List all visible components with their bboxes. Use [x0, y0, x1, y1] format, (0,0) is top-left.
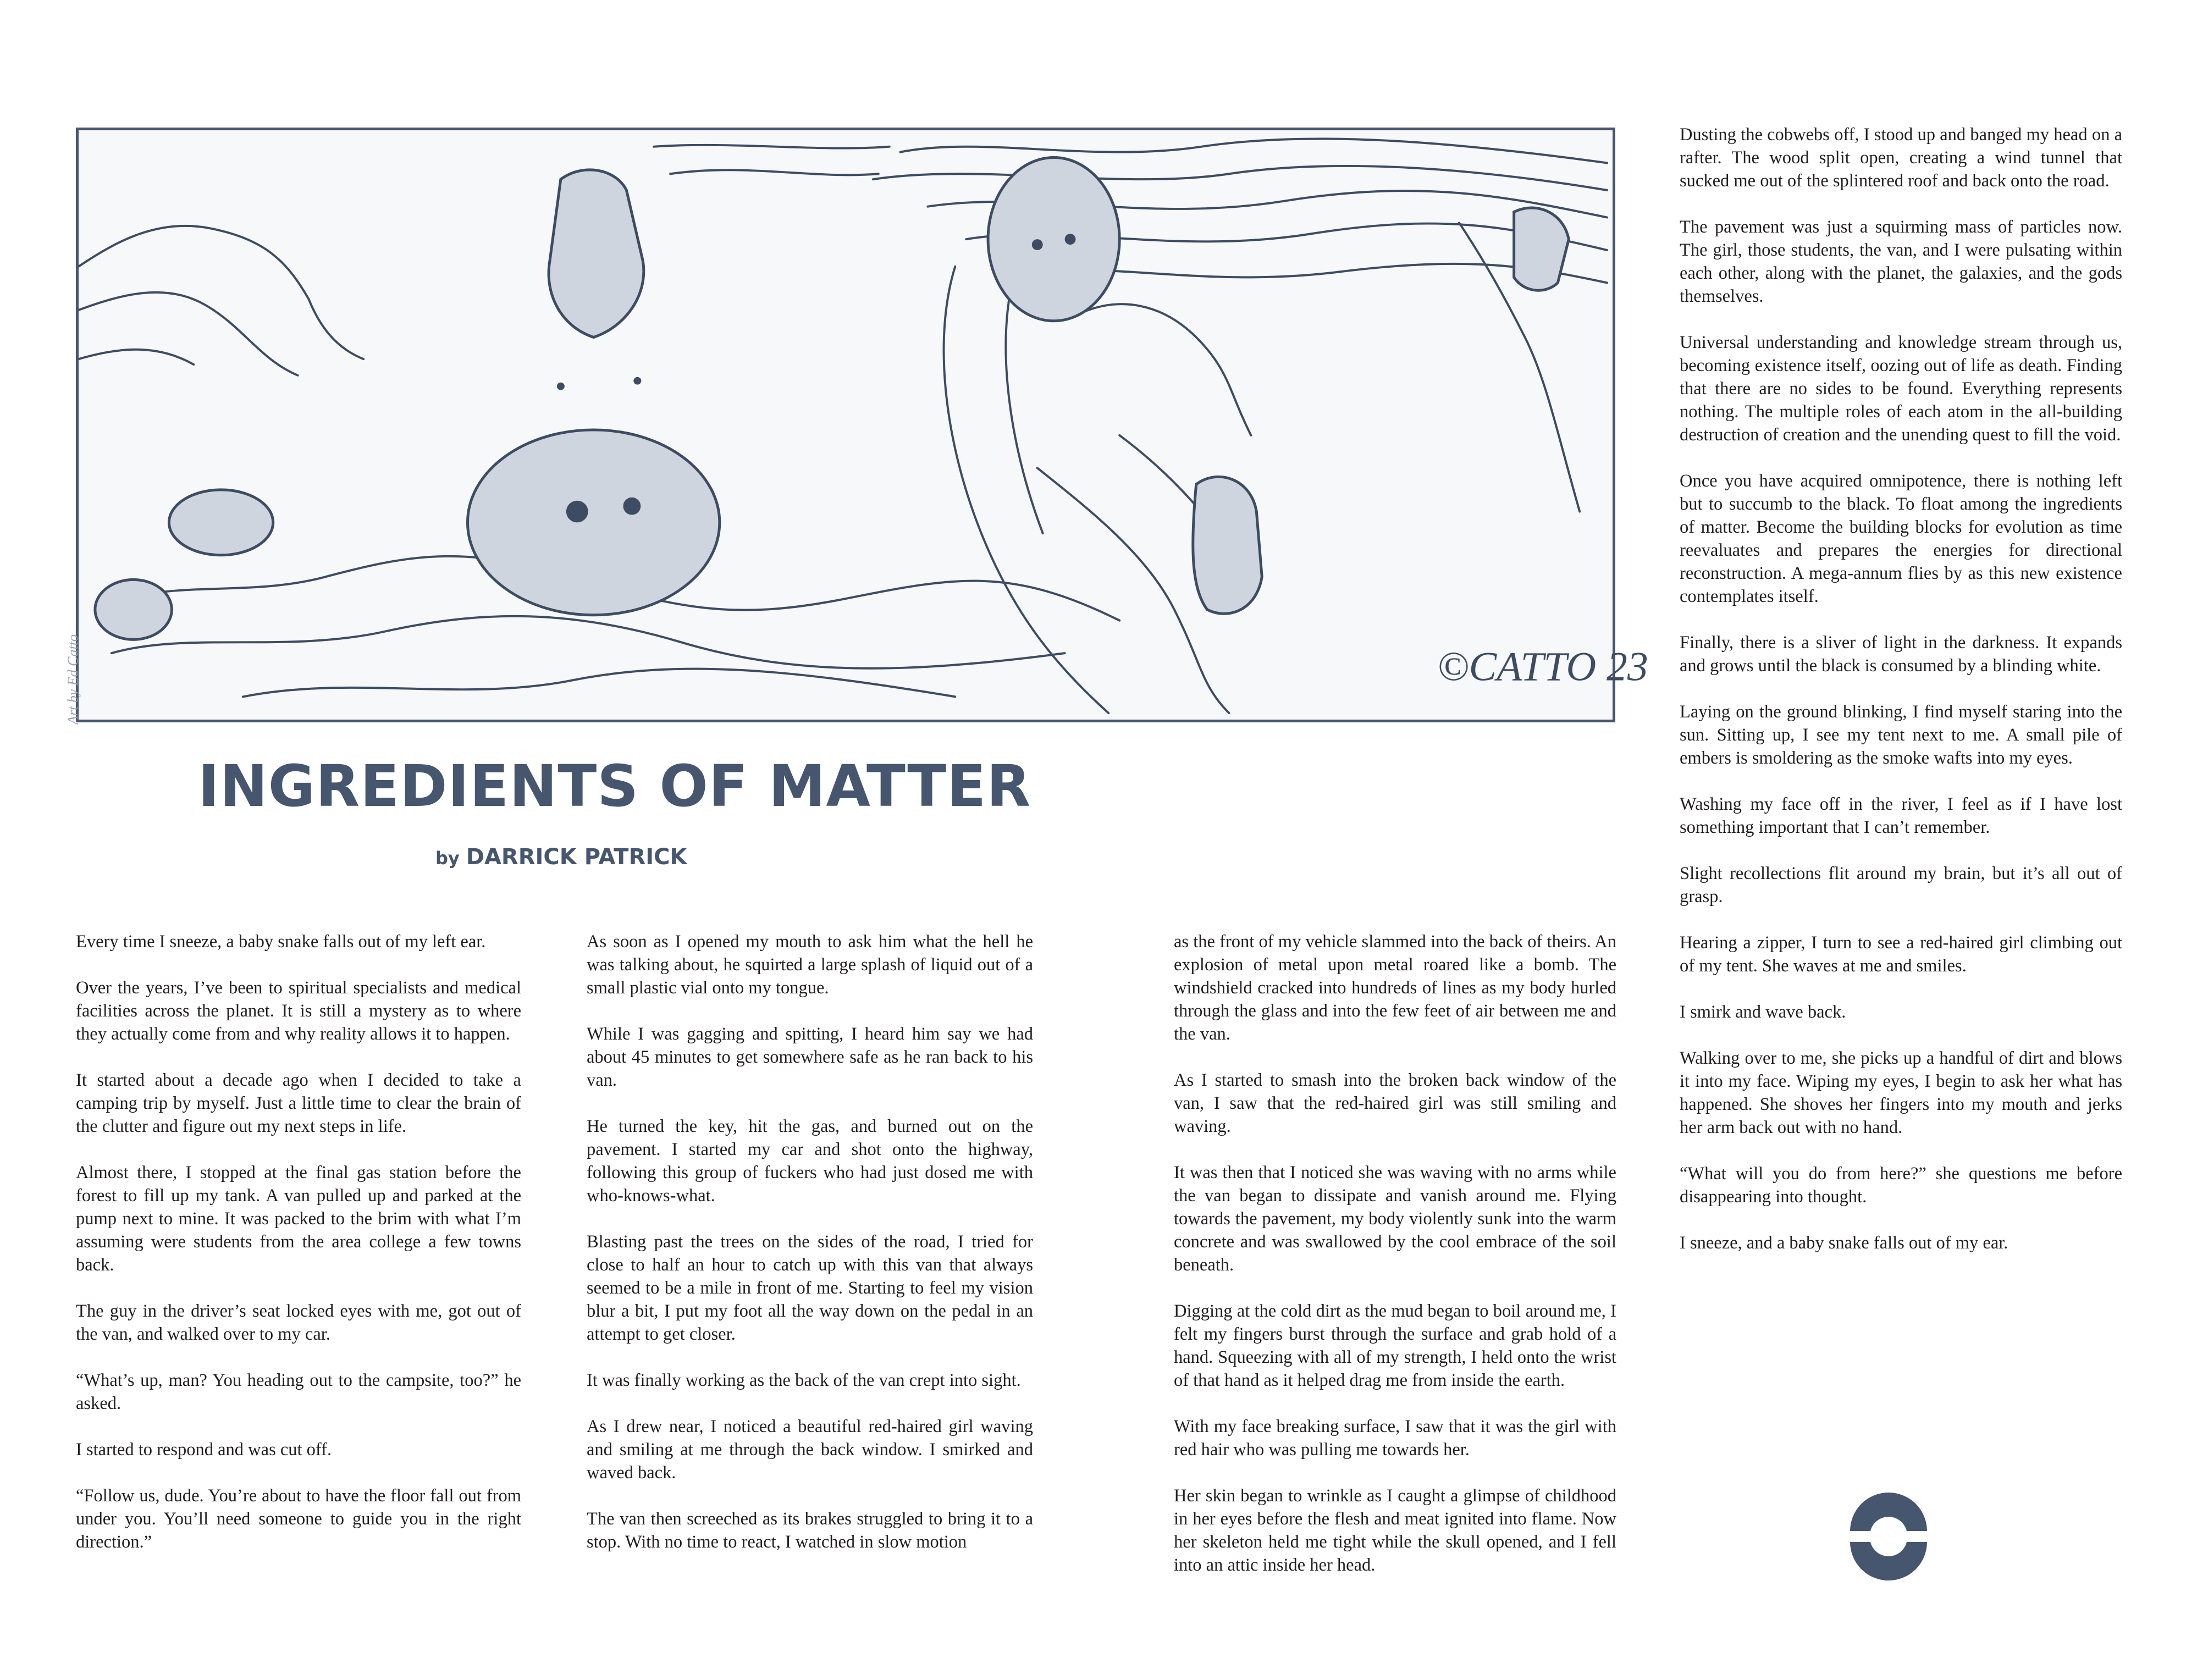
art-credit: Art by Ed Catto [65, 634, 81, 725]
paragraph: Finally, there is a sliver of light in the darkness. It expands and grows until the black is consumed by a blinding white. [1680, 633, 2122, 676]
paragraph: Blasting past the trees on the sides of the road, I tried for close to half an hour to catch up with this van that always seemed to be a mile in front of me. Starting to feel my vision blur a bit, I put my foot all the way down on the pedal in an attempt to get closer. [587, 1232, 1033, 1344]
illustration-drawing [79, 130, 1648, 720]
paragraph: Digging at the cold dirt as the mud began to boil around me, I felt my fingers burst through the surface and grab hold of a hand. Squeezing with all of my strength, I held onto the wrist of that hand as it helped drag me from inside the earth. [1174, 1301, 1616, 1390]
paragraph: I sneeze, and a baby snake falls out of my ear. [1680, 1233, 2008, 1253]
illustration [76, 128, 1648, 722]
paragraph: The van then screeched as its brakes struggled to bring it to a stop. With no time to react, I watched in slow motion [587, 1509, 1033, 1552]
paragraph: Every time I sneeze, a baby snake falls out of my left ear. [76, 932, 486, 952]
paragraph: I smirk and wave back. [1680, 1002, 1846, 1022]
paragraph: With my face breaking surface, I saw that it was the girl with red hair who was pulling me towards her. [1174, 1417, 1616, 1460]
paragraph: Over the years, I’ve been to spiritual specialists and medical facilities across the planet. It is still a mystery as to where they actually come from and why reality allows it to happen. [76, 978, 521, 1044]
paragraph: Slight recollections flit around my brain, but it’s all out of grasp. [1680, 864, 2122, 907]
byline-prefix: by [435, 848, 460, 869]
paragraph: It was then that I noticed she was waving with no arms while the van began to dissipate and vanish around me. Flying towards the pavement, my body violently sunk into the warm concrete and was swallowed by the cool embrace of the soil beneath. [1174, 1163, 1616, 1275]
paragraph: Dusting the cobwebs off, I stood up and banged my head on a rafter. The wood split open, creating a wind tunnel that sucked me out of the splintered roof and back onto the road. [1680, 125, 2122, 191]
paragraph: “Follow us, dude. You’re about to have the floor fall out from under you. You’ll need someone to guide you in the right direction.” [76, 1486, 521, 1552]
paragraph: I started to respond and was cut off. [76, 1440, 332, 1460]
byline [435, 844, 687, 870]
circle-logo-icon [1847, 1495, 1930, 1578]
paragraph: “What’s up, man? You heading out to the campsite, too?” he asked. [76, 1370, 521, 1413]
paragraph: The pavement was just a squirming mass of particles now. The girl, those students, the van, and I were pulsating within each other, along with the planet, the galaxies, and the gods themselves. [1680, 217, 2122, 306]
paragraph: Universal understanding and knowledge stream through us, becoming existence itself, oozing out of life as death. Finding that there are no sides to be found. Everything represents nothing. The multiple roles of each atom in the all-building destruction of creation and the unending quest to fill the void. [1680, 333, 2122, 445]
paragraph: As I drew near, I noticed a beautiful red-haired girl waving and smiling at me through the back window. I smirked and waved back. [587, 1417, 1033, 1483]
paragraph: The guy in the driver’s seat locked eyes with me, got out of the van, and walked over to my car. [76, 1301, 521, 1344]
paragraph: It started about a decade ago when I decided to take a camping trip by myself. Just a little time to clear the brain of the clutter and figure out my next steps in life. [76, 1070, 521, 1136]
paragraph: As soon as I opened my mouth to ask him what the hell he was talking about, he squirted a large splash of liquid out of a small plastic vial onto my tongue. [587, 932, 1033, 998]
paragraph: Walking over to me, she picks up a handful of dirt and blows it into my face. Wiping my eyes, I begin to ask her what has happened. She shoves her fingers into my mouth and jerks her arm back out with no hand. [1680, 1048, 2122, 1137]
paragraph: Once you have acquired omnipotence, there is nothing left but to succumb to the black. To float among the ingredients of matter. Become the building blocks for evolution as time reevaluates and prepares the energies for directional reconstruction. A mega-annum flies by as this new existence contemplates itself. [1680, 471, 2122, 606]
paragraph: As I started to smash into the broken back window of the van, I saw that the red-haired girl was still smiling and waving. [1174, 1070, 1616, 1136]
text-column-1 [76, 930, 521, 1577]
paragraph: Hearing a zipper, I turn to see a red-haired girl climbing out of my tent. She waves at me and smiles. [1680, 933, 2122, 976]
signature: ©CATTO 23 [1437, 644, 1648, 690]
paragraph: “What will you do from here?” she questions me before disappearing into thought. [1680, 1164, 2122, 1207]
paragraph: It was finally working as the back of the van crept into sight. [587, 1370, 1021, 1390]
author-name: DARRICK PATRICK [466, 844, 687, 870]
paragraph: Washing my face off in the river, I feel as if I have lost something important that I can’t remember. [1680, 794, 2122, 837]
text-column-4 [1680, 123, 2122, 1278]
paragraph: While I was gagging and spitting, I heard him say we had about 45 minutes to get somewhere safe as he ran back to his van. [587, 1024, 1033, 1090]
text-column-2 [587, 930, 1033, 1577]
paragraph: He turned the key, hit the gas, and burned out on the pavement. I started my car and shot onto the highway, following this group of fuckers who had just dosed me with who-knows-what. [587, 1117, 1033, 1206]
paragraph: Almost there, I stopped at the final gas station before the forest to fill up my tank. A van pulled up and parked at the pump next to mine. It was packed to the brim with what I’m assuming were students from the area college a few towns back. [76, 1163, 521, 1275]
paragraph: Laying on the ground blinking, I find myself staring into the sun. Sitting up, I see my tent next to me. A small pile of embers is smoldering as the smoke wafts into my eyes. [1680, 702, 2122, 768]
page-title: INGREDIENTS OF MATTER [198, 753, 1031, 820]
text-column-3 [1174, 930, 1616, 1600]
paragraph: Her skin began to wrinkle as I caught a glimpse of childhood in her eyes before the flesh and meat ignited into flame. Now her skeleton held me tight while the skull opened, and I fell into an attic inside her head. [1174, 1486, 1616, 1575]
paragraph: as the front of my vehicle slammed into the back of theirs. An explosion of metal upon metal roared like a bomb. The windshield cracked into hundreds of lines as my body hurled through the glass and into the few feet of air between me and the van. [1174, 932, 1616, 1044]
